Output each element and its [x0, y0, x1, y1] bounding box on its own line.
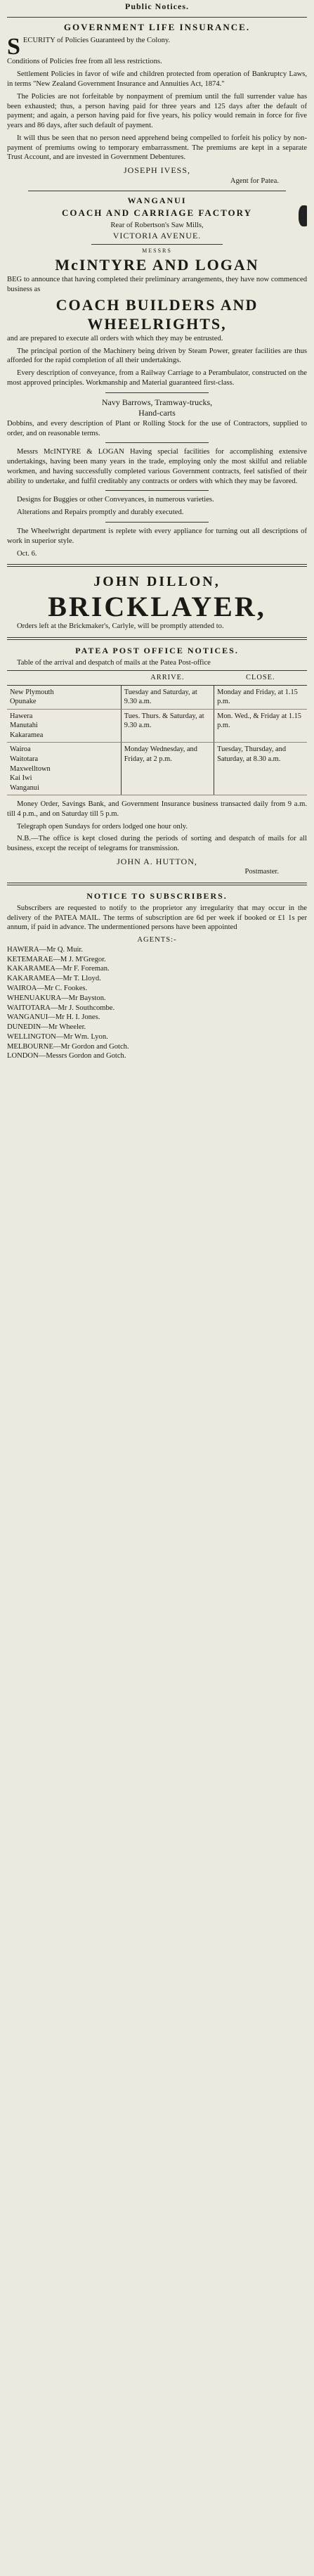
row-places: [7, 709, 121, 743]
divider: [105, 490, 209, 491]
place-name: Maxwelltown: [10, 764, 51, 773]
govt-heading: GOVERNMENT LIFE INSURANCE.: [63, 21, 251, 32]
post-office-notices: [7, 646, 307, 877]
postmaster-name: JOHN A. HUTTON,: [117, 856, 197, 866]
govt-para-settlement: Settlement Policies in favor of wife and children protected from operation of Bankruptcy Laws, in terms "New Zealand Government Insurance and Annuities Act, 1874.": [7, 70, 307, 89]
factory-conveyance: Every description of conveyance, from a Railway Carriage to a Perambulator, constructed on the most approved principles. Workmanship and Material guaranteed first-class.: [7, 369, 307, 387]
post-office-heading: PATEA POST OFFICE NOTICES.: [75, 646, 239, 656]
dillon-text: Orders left at the Brickmaker's, Carlyle, will be promptly attended to.: [17, 622, 224, 631]
place-name: Waitotara: [10, 755, 39, 763]
place-name: Manutahi: [10, 722, 38, 730]
place-name: Wanganui: [10, 783, 39, 792]
post-office-intro: Table of the arrival and despatch of mails at the Patea Post-office: [17, 658, 211, 667]
list-item: WHENUAKURA—Mr Bayston.: [7, 994, 106, 1002]
telegraph-text: Telegraph open Sundays for orders lodged one hour only.: [17, 822, 188, 831]
divider: [105, 522, 209, 523]
govt-signer-role: Agent for Patea.: [230, 177, 279, 185]
govt-para-premiums: It will thus be seen that no person need apprehend being compelled to forfeit his policy by non-payment of premiums owing to temporary embarrassment. The premiums are kept in a separate Trust Account, and are invested in Government Debentures.: [7, 134, 307, 162]
govt-insurance-notice: [7, 22, 307, 186]
factory-alterations: Alterations and Repairs promptly and durably executed.: [17, 508, 184, 517]
mail-schedule-table: [7, 670, 307, 795]
money-order-text: Money Order, Savings Bank, and Government Insurance business transacted daily from 9 a.m. till 4 p.m., and on Saturday till 5 p.m.: [7, 800, 307, 818]
place-name: Kai Iwi: [10, 774, 32, 783]
list-item: KAKARAMEA—Mr F. Foreman.: [7, 965, 110, 973]
divider: [7, 564, 307, 567]
dillon-trade: BRICKLAYER,: [48, 591, 266, 623]
bricklayer-ad: [7, 572, 307, 632]
factory-firm-name: McINTYRE AND LOGAN: [55, 255, 259, 274]
govt-intro: ECURITY of Policies Guaranteed by the Colony.: [22, 37, 171, 45]
factory-designs: Designs for Buggies or other Conveyances, in numerous varieties.: [17, 496, 214, 504]
subscribers-heading: NOTICE TO SUBSCRIBERS.: [86, 891, 228, 902]
factory-wheelwright: The Wheelwright department is replete with every appliance for turning out all descriptions of work in superior style.: [7, 527, 307, 545]
subscribers-text: Subscribers are requested to notify to the proprietor any irregularity that may occur in the delivery of the PATEA MAIL. The terms of subscription are 6d per week if booked or £1 1s per annum, if paid in advance. The undermentioned persons have been appointed: [7, 904, 307, 932]
header-arrive: ARRIVE.: [121, 671, 214, 686]
place-name: Wairoa: [10, 745, 31, 754]
factory-special: Messrs McINTYRE & LOGAN Having special facilities for accomplishing extensive undertakings, having been many years in the trade, employing only the most skilful and reliable workmen, and having successfully completed various Government contracts, feel satisfied of their ability to undertake, and fulfil creditably any contracts or orders with which they may be favored.: [7, 448, 307, 485]
factory-trade-line2: WHEELRIGHTS,: [87, 314, 227, 333]
govt-conditions: Conditions of Policies free from all less restrictions.: [7, 58, 162, 66]
table-row: [7, 685, 307, 709]
row-places: [7, 743, 121, 795]
list-item: HAWERA—Mr Q. Muir.: [7, 945, 84, 954]
list-item: KETEMARAE—M J. M'Gregor.: [7, 955, 106, 963]
factory-street: VICTORIA AVENUE.: [112, 230, 202, 241]
place-name: Kakaramea: [10, 731, 44, 739]
factory-ready: and are prepared to execute all orders with which they may be entrusted.: [7, 334, 223, 342]
govt-para-forfeit: The Policies are not forfeitable by nonpayment of premium until the full surrender value has been exhausted; thus, a person having paid for three years and 125 days after the default of payment; and again, a person having paid for five years, his policy would remain in force for five years and 86 days, after such default of payment.: [7, 92, 307, 130]
agents-list: [7, 945, 307, 1061]
row-close: Tuesday, Thursday, and Saturday, at 8.30 a.m.: [214, 743, 307, 795]
header-close: CLOSE.: [214, 671, 307, 686]
govt-signer: JOSEPH IVESS,: [123, 165, 191, 176]
list-item: MELBOURNE—Mr Gordon and Gotch.: [7, 1042, 129, 1051]
row-places: [7, 685, 121, 709]
header-place: [7, 671, 121, 686]
factory-messrs: MESSRS: [142, 248, 172, 255]
divider: [7, 637, 307, 640]
list-item: WELLINGTON—Mr Wm. Lyon.: [7, 1032, 108, 1041]
divider: [105, 442, 209, 443]
factory-trade-line1: COACH BUILDERS AND: [55, 296, 259, 314]
factory-heading: COACH AND CARRIAGE FACTORY: [62, 207, 252, 219]
factory-handcarts: Hand-carts: [138, 408, 176, 418]
place-name: Hawera: [10, 712, 33, 720]
factory-location: Rear of Robertson's Saw Mills,: [110, 221, 204, 229]
subscribers-notice: [7, 891, 307, 1061]
coach-factory-ad: [7, 196, 307, 559]
list-item: WANGANUI—Mr H. I. Jones.: [7, 1013, 100, 1022]
agents-label: AGENTS:-: [137, 936, 177, 944]
factory-intro: BEG to announce that having completed their preliminary arrangements, they have now commenced business as: [7, 275, 307, 293]
row-close: Monday and Friday, at 1.15 p.m.: [214, 685, 307, 709]
factory-date: Oct. 6.: [17, 549, 37, 558]
divider: [91, 244, 223, 245]
table-row: [7, 743, 307, 795]
place-name: Opunake: [10, 698, 37, 706]
nb-text: N.B.—The office is kept closed during the periods of sorting and despatch of mails for all business, except the receipt of telegrams for transmission.: [7, 835, 307, 853]
drop-cap: S: [7, 34, 20, 60]
table-row: [7, 709, 307, 743]
page-title: Public Notices.: [125, 1, 189, 11]
row-arrive: Tues. Thurs. & Saturday, at 9.30 a.m.: [121, 709, 214, 743]
list-item: WAIROA—Mr C. Fookes.: [7, 984, 88, 992]
list-item: KAKARAMEA—Mr T. Lloyd.: [7, 975, 101, 983]
row-arrive: Monday Wednesday, and Friday, at 2 p.m.: [121, 743, 214, 795]
factory-town: WANGANUI: [127, 195, 187, 205]
divider: [105, 392, 209, 393]
divider: [7, 883, 307, 885]
list-item: LONDON—Messrs Gordon and Gotch.: [7, 1052, 126, 1060]
newspaper-column: [7, 0, 307, 2576]
factory-machinery: The principal portion of the Machinery being driven by Steam Power, greater facilities are thus afforded for the rapid completion of all their undertakings.: [7, 347, 307, 365]
factory-dobbins: Dobbins, and every description of Plant or Rolling Stock for the use of Contractors, supplied to order, and on reasonable terms.: [7, 419, 307, 437]
place-name: New Plymouth: [10, 688, 54, 696]
divider: [7, 17, 307, 18]
row-arrive: Tuesday and Saturday, at 9.30 a.m.: [121, 685, 214, 709]
ink-blot: [299, 205, 307, 226]
row-close: Mon. Wed., & Friday at 1.15 p.m.: [214, 709, 307, 743]
factory-navvy: Navy Barrows, Tramway-trucks,: [101, 397, 213, 407]
list-item: DUNEDIN—Mr Wheeler.: [7, 1023, 86, 1032]
dillon-name: JOHN DILLON,: [93, 574, 221, 590]
postmaster-role: Postmaster.: [244, 868, 279, 876]
list-item: WAITOTARA—Mr J. Southcombe.: [7, 1004, 115, 1012]
